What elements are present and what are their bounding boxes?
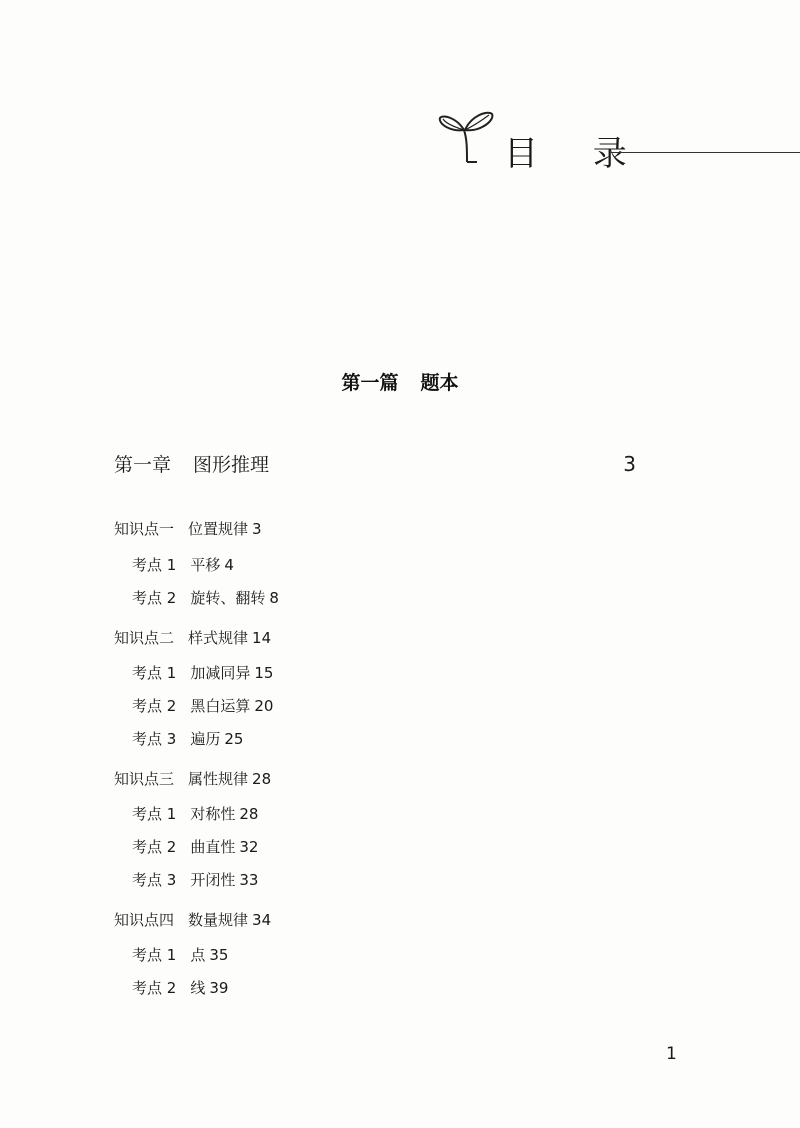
chapter-heading[interactable]: [114, 450, 636, 477]
entry-label: 考点 2: [132, 979, 177, 997]
entry-name: 线: [190, 979, 206, 997]
page-number: 1: [666, 1044, 677, 1064]
part-title: [0, 368, 800, 395]
page-title: [504, 126, 649, 175]
entry-page: 35: [209, 946, 229, 964]
entry-page: 25: [224, 730, 244, 748]
entry-name: 旋转、翻转: [190, 589, 266, 607]
entry-label: 考点 2: [132, 697, 177, 715]
entry-name: 样式规律: [188, 629, 249, 647]
entry-label: 考点 3: [132, 871, 177, 889]
entry-page: 4: [224, 556, 234, 574]
part-name: 题本: [420, 372, 459, 394]
entry-name: 对称性: [190, 805, 236, 823]
entry-label: 知识点二: [114, 629, 175, 647]
entry-page: 34: [252, 911, 272, 929]
entry-name: 位置规律: [188, 520, 249, 538]
entry-label: 考点 1: [132, 805, 177, 823]
entry-page: 15: [254, 664, 274, 682]
chapter-page: 3: [623, 452, 636, 476]
part-number: 第一篇: [341, 372, 399, 394]
entry-name: 加减同异: [190, 664, 251, 682]
entry-page: 28: [239, 805, 259, 823]
entry-label: 考点 2: [132, 838, 177, 856]
title-text: 目 录: [504, 134, 649, 174]
entry-name: 曲直性: [190, 838, 236, 856]
entry-label: 知识点一: [114, 520, 175, 538]
entry-name: 平移: [190, 556, 221, 574]
entry-name: 黑白运算: [190, 697, 251, 715]
entry-page: 32: [239, 838, 259, 856]
chapter-number: 第一章: [114, 454, 172, 476]
entry-name: 属性规律: [188, 770, 249, 788]
entry-page: 8: [269, 589, 279, 607]
chapter-name: 图形推理: [193, 454, 270, 476]
entry-label: 知识点三: [114, 770, 175, 788]
entry-name: 点: [190, 946, 206, 964]
entry-page: 20: [254, 697, 274, 715]
entry-name: 开闭性: [190, 871, 236, 889]
entry-label: 考点 1: [132, 946, 177, 964]
entry-page: 33: [239, 871, 259, 889]
entry-name: 遍历: [190, 730, 221, 748]
entry-label: 考点 1: [132, 664, 177, 682]
title-rule: [610, 152, 800, 153]
entry-page: 3: [252, 520, 262, 538]
entry-label: 考点 2: [132, 589, 177, 607]
entry-label: 考点 3: [132, 730, 177, 748]
entry-label: 知识点四: [114, 911, 175, 929]
entry-page: 28: [252, 770, 272, 788]
entry-page: 39: [209, 979, 229, 997]
sprout-icon: [437, 104, 497, 166]
entry-page: 14: [252, 629, 272, 647]
entry-label: 考点 1: [132, 556, 177, 574]
entry-name: 数量规律: [188, 911, 249, 929]
